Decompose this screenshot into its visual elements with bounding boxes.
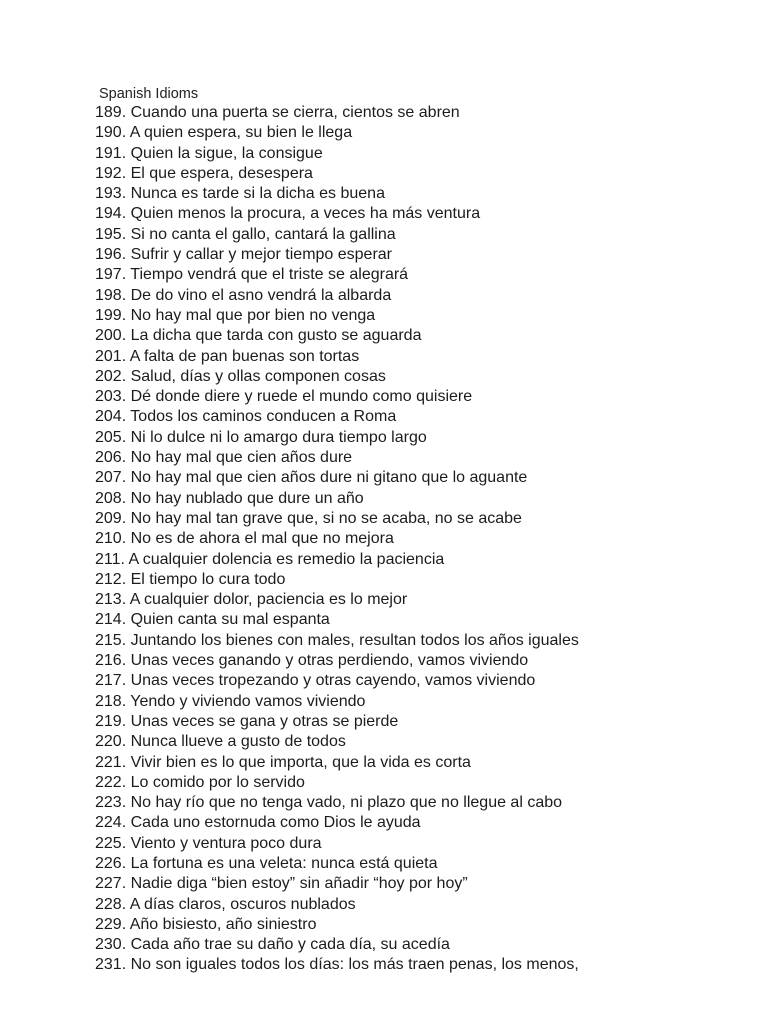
idiom-text: No hay mal tan grave que, si no se acaba, no se acabe bbox=[130, 509, 522, 527]
idiom-number: 193. bbox=[95, 185, 127, 203]
idiom-list-item bbox=[95, 306, 579, 326]
idiom-list-item bbox=[95, 895, 579, 915]
idiom-number: 197. bbox=[95, 266, 127, 284]
idiom-list-item bbox=[95, 529, 579, 549]
idiom-text: Lo comido por lo servido bbox=[130, 773, 305, 791]
idiom-text: No hay nublado que dure un año bbox=[130, 489, 364, 507]
idiom-number: 196. bbox=[95, 246, 127, 264]
idiom-list-item bbox=[95, 286, 579, 306]
idiom-list-item bbox=[95, 103, 579, 123]
idiom-number: 190. bbox=[95, 124, 127, 142]
idiom-number: 207. bbox=[95, 469, 127, 487]
idiom-list-item bbox=[95, 184, 579, 204]
idiom-number: 223. bbox=[95, 794, 127, 812]
idiom-text: Juntando los bienes con males, resultan todos los años iguales bbox=[130, 631, 579, 649]
idiom-list-item bbox=[95, 590, 579, 610]
idiom-number: 221. bbox=[95, 753, 127, 771]
idiom-text: Quien la sigue, la consigue bbox=[130, 144, 323, 162]
idiom-list-item bbox=[95, 164, 579, 184]
idiom-number: 219. bbox=[95, 712, 127, 730]
idiom-list-item bbox=[95, 915, 579, 935]
idiom-list-item bbox=[95, 834, 579, 854]
idiom-number: 227. bbox=[95, 875, 127, 893]
idiom-list-item bbox=[95, 347, 579, 367]
idiom-list-item bbox=[95, 631, 579, 651]
idiom-number: 217. bbox=[95, 672, 127, 690]
idiom-text: A quien espera, su bien le llega bbox=[129, 124, 353, 142]
idiom-text: De do vino el asno vendrá la albarda bbox=[130, 286, 392, 304]
idiom-list-item bbox=[95, 793, 579, 813]
idiom-list-item bbox=[95, 448, 579, 468]
idiom-number: 222. bbox=[95, 773, 127, 791]
idiom-text: A días claros, oscuros nublados bbox=[129, 895, 356, 913]
idiom-text: Unas veces tropezando y otras cayendo, vamos viviendo bbox=[130, 672, 536, 690]
idiom-text: Año bisiesto, año siniestro bbox=[129, 915, 317, 933]
idiom-list-item bbox=[95, 468, 579, 488]
idiom-list-item bbox=[95, 367, 579, 387]
idiom-text: Viento y ventura poco dura bbox=[130, 834, 322, 852]
idiom-text: Si no canta el gallo, cantará la gallina bbox=[130, 225, 396, 243]
idiom-list-item bbox=[95, 265, 579, 285]
idiom-list-item bbox=[95, 651, 579, 671]
idiom-text: No hay mal que cien años dure ni gitano que lo aguante bbox=[130, 469, 528, 487]
idiom-number: 218. bbox=[95, 692, 127, 710]
idiom-text: Todos los caminos conducen a Roma bbox=[130, 408, 397, 426]
idiom-list-item bbox=[95, 225, 579, 245]
idiom-text: Cuando una puerta se cierra, cientos se abren bbox=[130, 104, 460, 121]
idiom-number: 212. bbox=[95, 570, 127, 588]
idiom-number: 213. bbox=[95, 591, 127, 609]
idiom-text: Yendo y viviendo vamos viviendo bbox=[130, 692, 366, 710]
idiom-text: No hay mal que por bien no venga bbox=[130, 306, 376, 324]
idiom-number: 225. bbox=[95, 834, 127, 852]
idiom-number: 228. bbox=[95, 895, 127, 913]
idiom-number: 199. bbox=[95, 306, 127, 324]
idiom-number: 205. bbox=[95, 428, 127, 446]
idiom-list-item bbox=[95, 671, 579, 691]
idiom-text: No hay río que no tenga vado, ni plazo que no llegue al cabo bbox=[130, 794, 563, 812]
idiom-list-item bbox=[95, 123, 579, 143]
idiom-number: 204. bbox=[95, 408, 127, 426]
idiom-number: 206. bbox=[95, 449, 127, 467]
idiom-text: Tiempo vendrá que el triste se alegrará bbox=[130, 266, 409, 284]
idiom-number: 220. bbox=[95, 733, 127, 751]
idiom-text: El tiempo lo cura todo bbox=[130, 570, 286, 588]
idiom-text: Cada año trae su daño y cada día, su acedía bbox=[130, 936, 450, 954]
idiom-text: La fortuna es una veleta: nunca está quieta bbox=[130, 854, 438, 872]
idiom-number: 226. bbox=[95, 854, 127, 872]
idiom-list-item bbox=[95, 407, 579, 427]
idiom-text: No es de ahora el mal que no mejora bbox=[130, 530, 394, 548]
idiom-number: 209. bbox=[95, 509, 127, 527]
idiom-number: 191. bbox=[95, 144, 127, 162]
idiom-list-item bbox=[95, 326, 579, 346]
idiom-list-item bbox=[95, 955, 579, 975]
idiom-list-item bbox=[95, 204, 579, 224]
idiom-text: Salud, días y ollas componen cosas bbox=[130, 367, 386, 385]
idiom-list-item bbox=[95, 813, 579, 833]
idiom-text: A cualquier dolencia es remedio la paciencia bbox=[128, 550, 445, 568]
idiom-text: Cada uno estornuda como Dios le ayuda bbox=[130, 814, 421, 832]
idiom-number: 198. bbox=[95, 286, 127, 304]
idiom-number: 229. bbox=[95, 915, 127, 933]
idiom-list-item bbox=[95, 732, 579, 752]
idiom-list-item bbox=[95, 712, 579, 732]
idiom-list-item bbox=[95, 935, 579, 955]
idiom-number: 200. bbox=[95, 327, 127, 345]
idiom-number: 230. bbox=[95, 936, 127, 954]
idiom-list-item bbox=[95, 854, 579, 874]
idiom-text: Sufrir y callar y mejor tiempo esperar bbox=[130, 246, 393, 264]
idiom-number: 189. bbox=[95, 104, 127, 121]
idiom-text: Quien canta su mal espanta bbox=[130, 611, 330, 629]
idiom-number: 210. bbox=[95, 530, 127, 548]
idiom-list-item bbox=[95, 245, 579, 265]
idiom-list-item bbox=[95, 570, 579, 590]
idiom-list-item bbox=[95, 489, 579, 509]
idiom-list-item bbox=[95, 610, 579, 630]
idiom-number: 194. bbox=[95, 205, 127, 223]
idiom-list bbox=[95, 103, 579, 976]
idiom-text: No son iguales todos los días: los más traen penas, los menos, bbox=[130, 956, 579, 974]
idiom-text: Vivir bien es lo que importa, que la vida es corta bbox=[130, 753, 471, 771]
idiom-text: No hay mal que cien años dure bbox=[130, 449, 353, 467]
idiom-list-item bbox=[95, 753, 579, 773]
idiom-text: Unas veces ganando y otras perdiendo, vamos viviendo bbox=[130, 652, 529, 670]
idiom-text: Nadie diga “bien estoy” sin añadir “hoy por hoy” bbox=[130, 875, 468, 893]
document-title: Spanish Idioms bbox=[99, 86, 199, 102]
idiom-list-item bbox=[95, 773, 579, 793]
idiom-number: 211. bbox=[95, 550, 125, 568]
idiom-text: Ni lo dulce ni lo amargo dura tiempo largo bbox=[130, 428, 427, 446]
idiom-text: Nunca llueve a gusto de todos bbox=[130, 733, 346, 751]
idiom-text: Quien menos la procura, a veces ha más ventura bbox=[130, 205, 481, 223]
idiom-list-item bbox=[95, 874, 579, 894]
idiom-list-item bbox=[95, 428, 579, 448]
idiom-list-item bbox=[95, 692, 579, 712]
idiom-number: 216. bbox=[95, 652, 127, 670]
idiom-number: 215. bbox=[95, 631, 127, 649]
idiom-text: La dicha que tarda con gusto se aguarda bbox=[130, 327, 422, 345]
idiom-number: 214. bbox=[95, 611, 127, 629]
idiom-list-item bbox=[95, 387, 579, 407]
idiom-number: 202. bbox=[95, 367, 127, 385]
idiom-text: A falta de pan buenas son tortas bbox=[129, 347, 360, 365]
idiom-number: 224. bbox=[95, 814, 127, 832]
idiom-text: A cualquier dolor, paciencia es lo mejor bbox=[129, 591, 408, 609]
idiom-text: El que espera, desespera bbox=[130, 164, 313, 182]
idiom-text: Dé donde diere y ruede el mundo como quisiere bbox=[130, 388, 473, 406]
idiom-number: 192. bbox=[95, 164, 127, 182]
idiom-list-item bbox=[95, 144, 579, 164]
idiom-text: Unas veces se gana y otras se pierde bbox=[130, 712, 399, 730]
idiom-number: 203. bbox=[95, 388, 127, 406]
idiom-list-item bbox=[95, 509, 579, 529]
idiom-list-item bbox=[95, 550, 579, 570]
idiom-number: 231. bbox=[95, 956, 127, 974]
idiom-number: 208. bbox=[95, 489, 127, 507]
idiom-text: Nunca es tarde si la dicha es buena bbox=[130, 185, 385, 203]
idiom-number: 201. bbox=[95, 347, 127, 365]
idiom-number: 195. bbox=[95, 225, 127, 243]
